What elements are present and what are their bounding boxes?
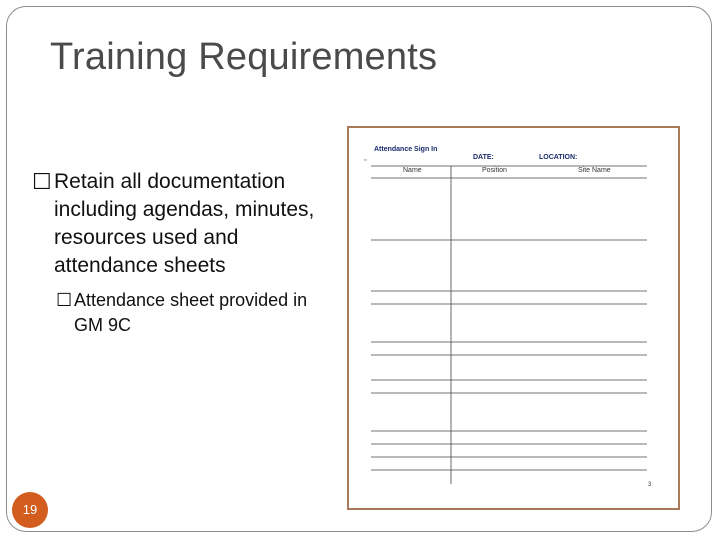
- attendance-sheet-image: [347, 126, 680, 510]
- sheet-date-label: DATE:: [473, 154, 494, 161]
- sub-bullet-icon: ☐: [56, 290, 73, 310]
- sheet-title: Attendance Sign In: [374, 146, 438, 153]
- sheet-marker-icon: ▫: [364, 157, 367, 164]
- sub-bullet-text: Attendance sheet provided in GM 9C: [74, 290, 308, 335]
- sheet-location-label: LOCATION:: [539, 154, 578, 161]
- sheet-column-position: Position: [482, 167, 507, 174]
- bullet-item: [32, 168, 332, 280]
- sheet-column-site-name: Site Name: [578, 167, 611, 174]
- sub-bullet-item: [56, 288, 316, 338]
- sheet-column-name: Name: [403, 167, 422, 174]
- sheet-page-number: 3: [648, 482, 652, 488]
- attendance-sheet-grid: [349, 128, 678, 508]
- slide-title: Training Requirements: [50, 36, 438, 78]
- checkbox-bullet-icon: ☐: [32, 169, 52, 194]
- bullet-text: Retain all documentation including agendas, minutes, resources used and attendance sheets: [54, 170, 315, 277]
- slide-number-badge: 19: [12, 492, 48, 528]
